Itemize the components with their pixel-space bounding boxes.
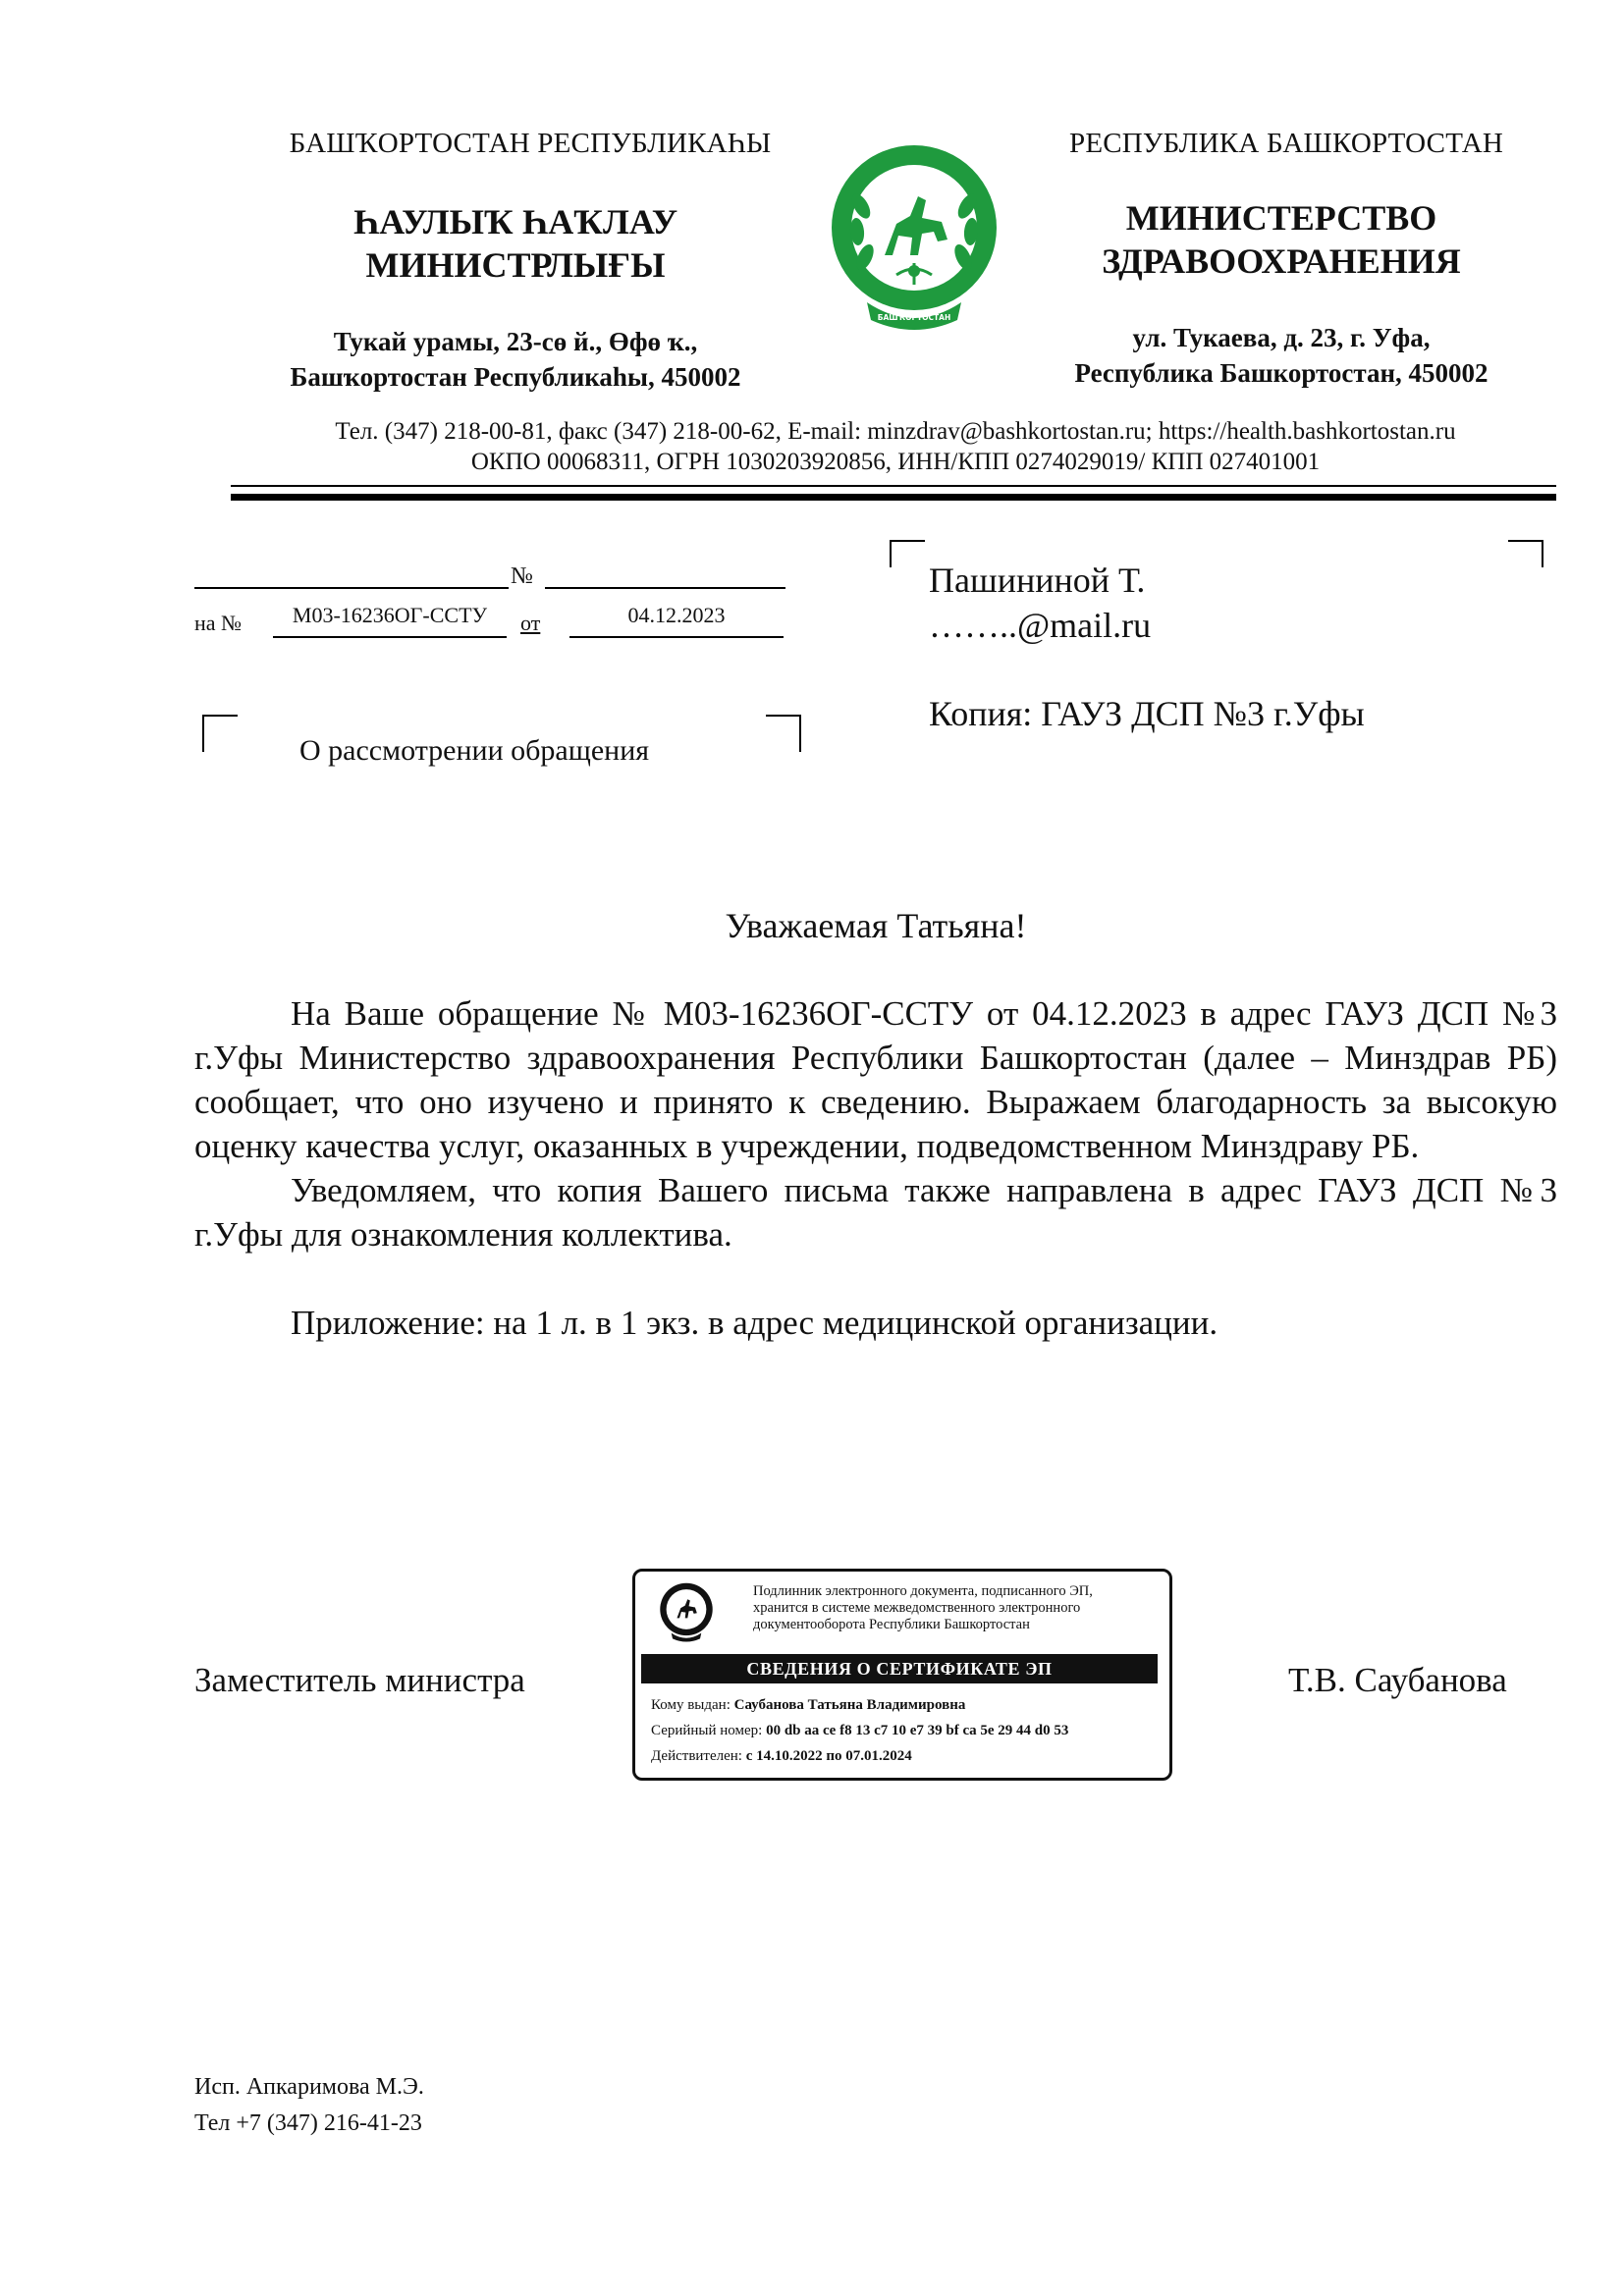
paragraph-copy-notice: Уведомляем, что копия Вашего письма также направлена в адрес ГАУЗ ДСП №3 г.Уфы для ознакомления коллектива. (194, 1171, 1557, 1254)
paragraph-main: На Ваше обращение № М03-16236ОГ-ССТУ от 04.12.2023 в адрес ГАУЗ ДСП №3 г.Уфы Министерство здравоохранения Республики Башкортостан (далее – Минздрав РБ) сообщает, что оно изучено и принято к сведению. Выражаем благодарность за высокую оценку качества услуг, оказанных в учреждении, подведомственном Минздраву РБ. (194, 994, 1557, 1165)
header-divider-thin (231, 485, 1556, 487)
recipient-block (929, 558, 1567, 736)
subject-bracket-left (202, 715, 238, 752)
signer-position: Заместитель министра (194, 1661, 525, 1699)
ref-number-field (273, 636, 507, 638)
emblem-ribbon-text: БАШҠОРТОСТАН (877, 313, 951, 322)
bashkortostan-emblem (828, 137, 1001, 334)
stamp-issued-to (651, 1695, 1162, 1715)
footer (194, 2069, 424, 2142)
contacts-line1: Тел. (347) 218-00-81, факс (347) 218-00-62, E-mail: minzdrav@bashkortostan.ru; https://health.bashkortostan.ru (335, 418, 1456, 445)
recipient-name: Пашининой Т. (929, 561, 1146, 600)
header-left-republic: БАШҠОРТОСТАН РЕСПУБЛИКАҺЫ (289, 128, 772, 159)
stamp-validity-label: Действителен: (651, 1748, 742, 1764)
letter-body (194, 991, 1557, 1345)
ref-date-field (569, 636, 784, 638)
stamp-note (753, 1583, 1156, 1633)
header-right-ministry (1036, 196, 1527, 283)
header-right-republic: РЕСПУБЛИКА БАШКОРТОСТАН (1069, 128, 1503, 159)
stamp-title: СВЕДЕНИЯ О СЕРТИФИКАТЕ ЭП (641, 1654, 1158, 1683)
stamp-serial-value: 00 db aa ce f8 13 c7 10 e7 39 bf ca 5e 29 44 d0 53 (766, 1723, 1069, 1738)
executor-phone: Тел +7 (347) 216-41-23 (194, 2110, 422, 2136)
stamp-validity (651, 1746, 1162, 1766)
header-right-ministry-line2: ЗДРАВООХРАНЕНИЯ (1102, 241, 1461, 281)
header-left-ministry-line2: МИНИСТРЛЫҒЫ (365, 245, 666, 285)
ref-prefix: на № (194, 611, 243, 635)
ref-from: от (520, 611, 541, 635)
stamp-emblem (659, 1579, 714, 1644)
number-sign: № (511, 563, 533, 589)
contacts-line2: ОКПО 00068311, ОГРН 1030203920856, ИНН/КПП 0274029019/ КПП 027401001 (470, 449, 1321, 475)
stamp-note-line2: хранится в системе межведомственного электронного (753, 1600, 1081, 1616)
header-right-ministry-line1: МИНИСТЕРСТВО (1125, 198, 1437, 238)
signer-name: Т.В. Саубанова (1288, 1661, 1507, 1699)
subject-line: О рассмотрении обращения (299, 734, 650, 767)
stamp-validity-value: с 14.10.2022 по 07.01.2024 (745, 1748, 912, 1764)
stamp-emblem-icon (659, 1579, 714, 1644)
stamp-note-line1: Подлинник электронного документа, подписанного ЭП, (753, 1583, 1093, 1599)
stamp-serial-label: Серийный номер: (651, 1723, 763, 1738)
header-left-address-line1: Тукай урамы, 23-сө й., Өфө ҡ., (333, 327, 698, 356)
stamp-issued-to-label: Кому выдан: (651, 1697, 731, 1713)
header-right-address-line1: ул. Тукаева, д. 23, г. Уфа, (1132, 323, 1431, 352)
emblem-icon (828, 137, 1001, 334)
outgoing-date-field (545, 587, 785, 589)
subject-bracket-right (766, 715, 801, 752)
header-left-ministry-line1: ҺАУЛЫҠ ҺАҠЛАУ (352, 202, 678, 241)
executor: Исп. Апкаримова М.Э. (194, 2074, 424, 2100)
stamp-issued-to-value: Саубанова Татьяна Владимировна (733, 1697, 966, 1713)
recipient-email: ……..@mail.ru (929, 606, 1152, 645)
header-right-address (997, 320, 1566, 391)
e-signature-stamp (632, 1569, 1172, 1781)
recipient-bracket-left (890, 540, 925, 567)
recipient-copy: Копия: ГАУЗ ДСП №3 г.Уфы (929, 694, 1365, 733)
header-left-ministry (241, 200, 790, 287)
ref-number: М03-16236ОГ-ССТУ (292, 603, 488, 627)
ref-date: 04.12.2023 (627, 603, 726, 627)
header-left-address-line2: Башҡортостан Республикаһы, 450002 (290, 362, 741, 392)
attachment-note: Приложение: на 1 л. в 1 экз. в адрес медицинской организации. (291, 1304, 1218, 1342)
header-contacts (196, 416, 1624, 477)
header-right-address-line2: Республика Башкортостан, 450002 (1074, 358, 1489, 388)
greeting: Уважаемая Татьяна! (725, 906, 1027, 945)
stamp-serial (651, 1721, 1162, 1740)
stamp-note-line3: документооборота Республики Башкортостан (753, 1617, 1030, 1632)
outgoing-number-field (194, 587, 509, 589)
header-divider-thick (231, 494, 1556, 501)
header-left-address (221, 324, 810, 395)
